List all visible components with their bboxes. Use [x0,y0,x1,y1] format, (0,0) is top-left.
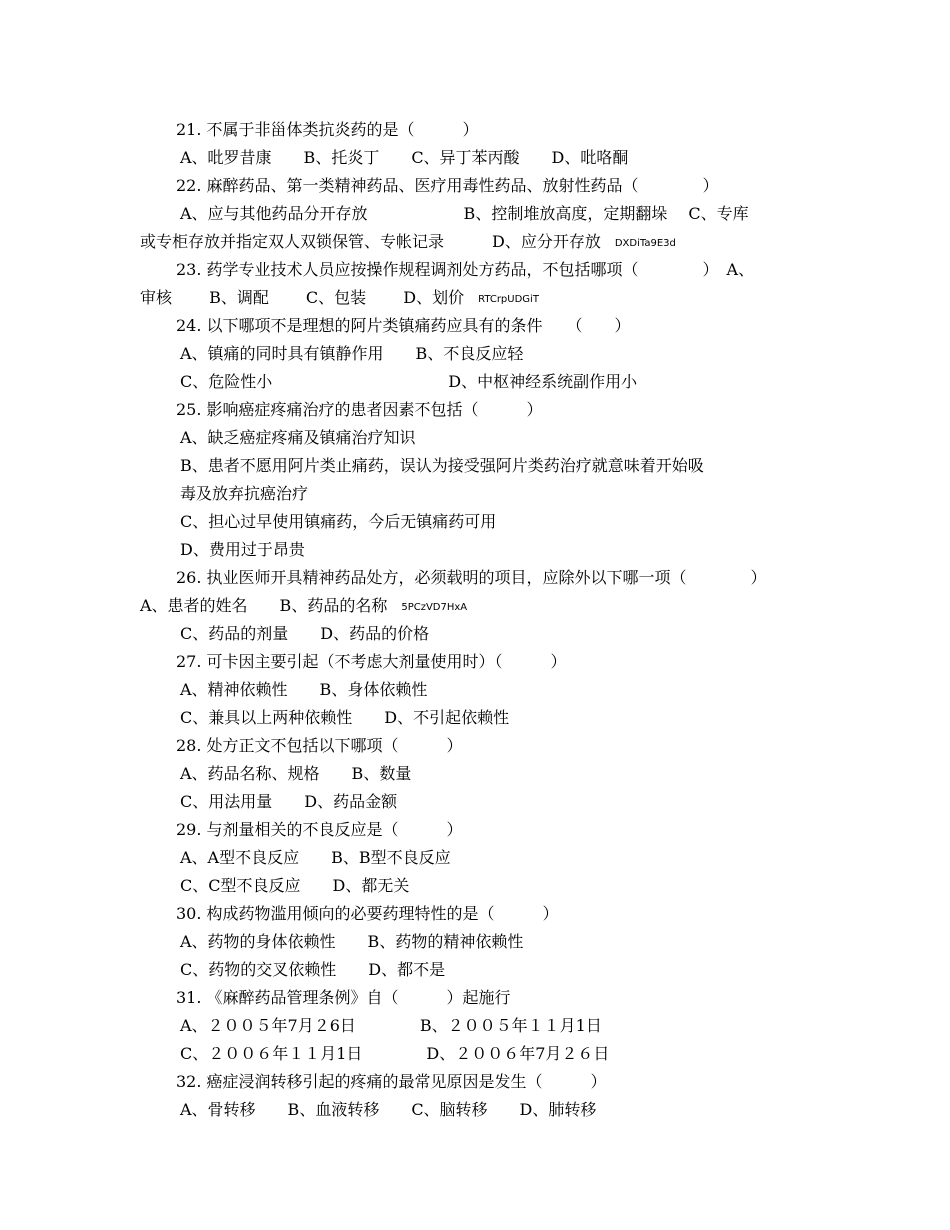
options-22-line-1: A、应与其他药品分开存放 B、控制堆放高度，定期翻垛 C、专库 [180,204,749,223]
options-text: 或专柜存放并指定双人双锁保管、专帐记录 D、应分开存放 [140,232,601,251]
question-number: 23. [176,260,202,279]
options-22-line-2 [140,232,676,252]
question-text: 构成药物滥用倾向的必要药理特性的是（ ） [206,904,559,923]
question-24 [176,316,631,336]
question-text: 处方正文不包括以下哪项（ ） [206,736,463,755]
question-32 [176,1072,607,1092]
question-number: 31. [176,988,202,1007]
option-25-b-line-1: B、患者不愿用阿片类止痛药，误认为接受强阿片类药治疗就意味着开始吸 [180,456,704,475]
watermark-code: 5PCzVD7HxA [401,602,468,613]
options-26-line-1 [140,596,467,616]
question-number: 32. [176,1072,202,1091]
question-28 [176,736,463,756]
options-31-line-1: A、２００５年7月２6日 B、２００５年１１月1日 [180,1016,602,1035]
question-23 [176,260,754,280]
options-29-line-1: A、A型不良反应 B、B型不良反应 [180,848,451,867]
question-text: 影响癌症疼痛治疗的患者因素不包括（ ） [206,400,543,419]
question-text: 药学专业技术人员应按操作规程调剂处方药品，不包括哪项（ ） A、 [206,260,755,279]
options-24-line-2: C、危险性小 D、中枢神经系统副作用小 [180,372,638,391]
question-text: 癌症浸润转移引起的疼痛的最常见原因是发生（ ） [206,1072,607,1091]
watermark-code: RTCrpUDGiT [478,294,539,305]
options-24-line-1: A、镇痛的同时具有镇静作用 B、不良反应轻 [180,344,524,363]
options-27-line-1: A、精神依赖性 B、身体依赖性 [180,680,428,699]
options-text: A、患者的姓名 B、药品的名称 [140,596,388,615]
options-28-line-2: C、用法用量 D、药品金额 [180,792,398,811]
question-27 [176,652,567,672]
question-number: 29. [176,820,202,839]
options-text: 审核 B、调配 C、包装 D、划价 [140,288,465,307]
question-number: 21. [176,120,202,139]
options-28-line-1: A、药品名称、规格 B、数量 [180,764,412,783]
options-27-line-2: C、兼具以上两种依赖性 D、不引起依赖性 [180,708,510,727]
options-32: A、骨转移 B、血液转移 C、脑转移 D、肺转移 [180,1100,597,1119]
options-26-line-2: C、药品的剂量 D、药品的价格 [180,624,430,643]
options-30-line-1: A、药物的身体依赖性 B、药物的精神依赖性 [180,932,524,951]
question-text: 可卡因主要引起（不考虑大剂量使用时）（ ） [206,652,567,671]
options-29-line-2: C、C型不良反应 D、都无关 [180,876,410,895]
question-number: 22. [176,176,202,195]
question-text: 麻醉药品、第一类精神药品、医疗用毒性药品、放射性药品（ ） [206,176,719,195]
question-21 [176,120,479,140]
question-number: 24. [176,316,202,335]
question-31 [176,988,511,1008]
question-text: 不属于非甾体类抗炎药的是（ ） [206,120,479,139]
watermark-code: DXDiTa9E3d [614,238,676,249]
options-31-line-2: C、２００６年１１月1日 D、２００６年7月２６日 [180,1044,610,1063]
question-30 [176,904,559,924]
question-text: 与剂量相关的不良反应是（ ） [206,820,463,839]
question-text: 执业医师开具精神药品处方，必须载明的项目，应除外以下哪一项（ ） [206,568,767,587]
question-26 [176,568,767,588]
question-text: 以下哪项不是理想的阿片类镇痛药应具有的条件 （ ） [206,316,631,335]
question-text: 《麻醉药品管理条例》自（ ）起施行 [206,988,511,1007]
options-21: A、吡罗昔康 B、托炎丁 C、异丁苯丙酸 D、吡咯酮 [180,148,629,167]
question-number: 25. [176,400,202,419]
option-25-d: D、费用过于昂贵 [180,540,305,559]
options-23 [140,288,539,308]
question-25 [176,400,543,420]
option-25-a: A、缺乏癌症疼痛及镇痛治疗知识 [180,428,416,447]
question-number: 27. [176,652,202,671]
question-29 [176,820,463,840]
question-number: 30. [176,904,202,923]
option-25-c: C、担心过早使用镇痛药，今后无镇痛药可用 [180,512,497,531]
question-22 [176,176,719,196]
question-number: 28. [176,736,202,755]
question-number: 26. [176,568,202,587]
option-25-b-line-2: 毒及放弃抗癌治疗 [180,484,309,503]
options-30-line-2: C、药物的交叉依赖性 D、都不是 [180,960,446,979]
